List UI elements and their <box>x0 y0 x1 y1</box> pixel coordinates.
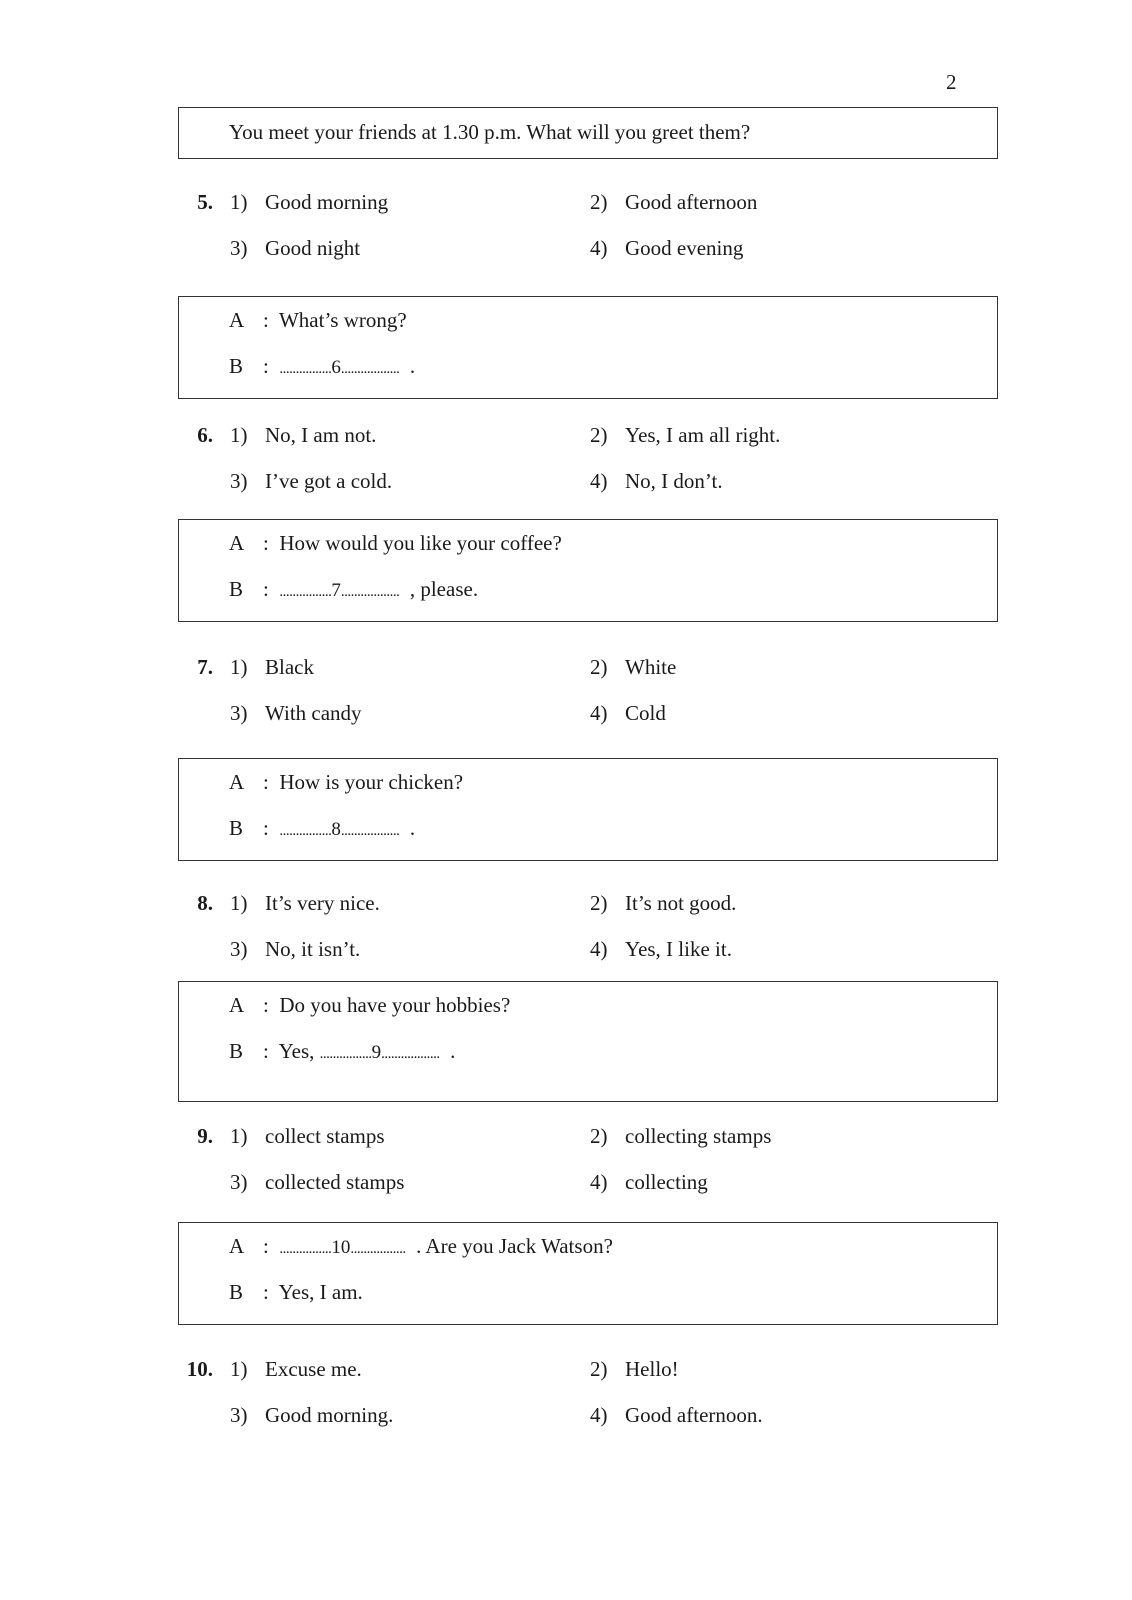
option-10-1[interactable]: 1) Excuse me. <box>230 1357 362 1381</box>
option-10-2[interactable]: 2) Hello! <box>590 1357 679 1381</box>
option-6-2[interactable]: 2) Yes, I am all right. <box>590 423 781 447</box>
dialogue-line-b: B : Yes, I am. <box>229 1280 363 1304</box>
dialogue-line-a: A : Do you have your hobbies? <box>229 993 511 1017</box>
dialogue-line-b: B : ................7.................. , please. <box>229 577 479 601</box>
option-7-2[interactable]: 2) White <box>590 655 677 679</box>
blank-number: 8 <box>331 819 341 840</box>
option-10-3[interactable]: 3) Good morning. <box>230 1403 394 1427</box>
dialogue-line-a: A : What’s wrong? <box>229 308 407 332</box>
option-9-2[interactable]: 2) collecting stamps <box>590 1124 772 1148</box>
dialogue-line-a: A : ................10................. . Are you Jack Watson? <box>229 1234 613 1258</box>
blank-number: 10 <box>331 1237 351 1258</box>
dialogue-line-b: B : ................8.................. . <box>229 816 416 840</box>
question-number-10: 10. <box>186 1357 213 1381</box>
question-number-6: 6. <box>197 423 213 447</box>
option-7-3[interactable]: 3) With candy <box>230 701 362 725</box>
blank-number: 7 <box>331 580 341 601</box>
option-8-3[interactable]: 3) No, it isn’t. <box>230 937 361 961</box>
page-number: 2 <box>946 70 957 94</box>
option-5-1[interactable]: 1) Good morning <box>230 190 389 214</box>
option-9-3[interactable]: 3) collected stamps <box>230 1170 405 1194</box>
prompt-box-5 <box>178 107 998 159</box>
dialogue-box-7 <box>178 519 998 622</box>
question-number-8: 8. <box>197 891 213 915</box>
dialogue-box-8 <box>178 758 998 861</box>
option-7-4[interactable]: 4) Cold <box>590 701 666 725</box>
blank-number: 9 <box>371 1042 382 1063</box>
option-6-3[interactable]: 3) I’ve got a cold. <box>230 469 393 493</box>
dialogue-line-b: B : Yes, ................9.................. . <box>229 1039 456 1063</box>
question-number-9: 9. <box>197 1124 213 1148</box>
dialogue-box-10 <box>178 1222 998 1325</box>
option-7-1[interactable]: 1) Black <box>230 655 314 679</box>
option-9-4[interactable]: 4) collecting <box>590 1170 708 1194</box>
option-6-4[interactable]: 4) No, I don’t. <box>590 469 723 493</box>
blank-number: 6 <box>331 357 341 378</box>
option-10-4[interactable]: 4) Good afternoon. <box>590 1403 763 1427</box>
dialogue-line-b: B : ................6.................. . <box>229 354 416 378</box>
dialogue-box-6 <box>178 296 998 399</box>
option-5-3[interactable]: 3) Good night <box>230 236 361 260</box>
dialogue-line-a: A : How is your chicken? <box>229 770 464 794</box>
option-5-2[interactable]: 2) Good afternoon <box>590 190 758 214</box>
prompt-text: You meet your friends at 1.30 p.m. What will you greet them? <box>229 120 751 144</box>
question-number-5: 5. <box>197 190 213 214</box>
question-number-7: 7. <box>197 655 213 679</box>
option-6-1[interactable]: 1) No, I am not. <box>230 423 377 447</box>
dialogue-line-a: A : How would you like your coffee? <box>229 531 562 555</box>
option-8-2[interactable]: 2) It’s not good. <box>590 891 737 915</box>
option-9-1[interactable]: 1) collect stamps <box>230 1124 385 1148</box>
dialogue-box-9 <box>178 981 998 1102</box>
option-5-4[interactable]: 4) Good evening <box>590 236 744 260</box>
option-8-4[interactable]: 4) Yes, I like it. <box>590 937 732 961</box>
option-8-1[interactable]: 1) It’s very nice. <box>230 891 380 915</box>
